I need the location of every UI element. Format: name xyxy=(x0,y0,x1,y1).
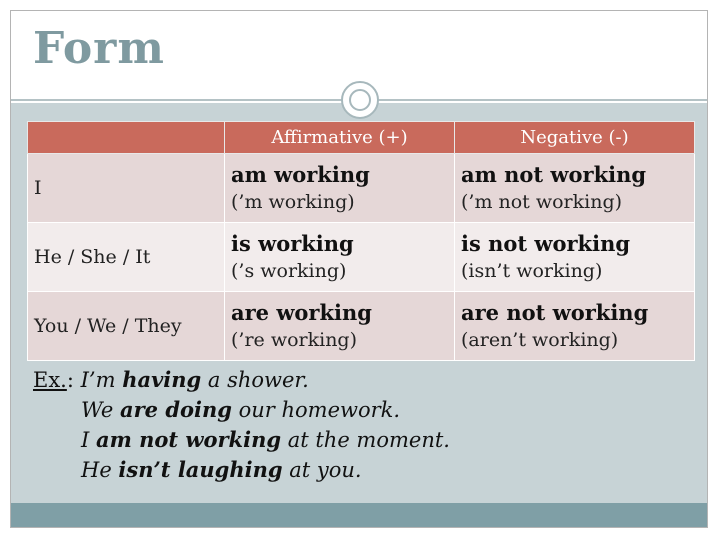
affirmative-cell xyxy=(225,223,455,292)
example-line xyxy=(33,455,450,485)
example-text: He xyxy=(81,458,119,482)
table-row xyxy=(28,223,695,292)
affirmative-contraction: (’re working) xyxy=(231,329,358,351)
affirmative-form: are working xyxy=(231,300,372,325)
example-text: at you. xyxy=(282,458,362,482)
negative-contraction: (isn’t working) xyxy=(461,260,603,282)
circle-ornament-inner xyxy=(349,89,371,111)
example-text: I’m xyxy=(80,368,123,392)
affirmative-cell xyxy=(225,154,455,223)
example-text: I xyxy=(81,428,96,452)
affirmative-form: am working xyxy=(231,162,370,187)
affirmative-contraction: (’s working) xyxy=(231,260,347,282)
negative-contraction: (’m not working) xyxy=(461,191,623,213)
negative-contraction: (aren’t working) xyxy=(461,329,619,351)
header-affirmative: Affirmative (+) xyxy=(225,122,455,154)
affirmative-form: is working xyxy=(231,231,354,256)
example-verb: am not working xyxy=(95,427,282,452)
pronoun-cell: He / She / It xyxy=(28,223,225,292)
negative-form: are not working xyxy=(461,300,649,325)
table-row xyxy=(28,292,695,361)
negative-cell xyxy=(455,292,695,361)
negative-form: am not working xyxy=(461,162,647,187)
example-verb: having xyxy=(122,367,202,392)
header-pronoun xyxy=(28,122,225,154)
example-line xyxy=(33,425,450,455)
example-verb: are doing xyxy=(119,397,232,422)
example-text: a shower. xyxy=(201,368,309,392)
circle-ornament-icon xyxy=(341,81,379,119)
example-verb: isn’t laughing xyxy=(118,457,283,482)
slide-title: Form xyxy=(33,23,165,74)
footer-bar xyxy=(11,503,707,527)
affirmative-contraction: (’m working) xyxy=(231,191,355,213)
negative-cell xyxy=(455,154,695,223)
example-text: at the moment. xyxy=(281,428,450,452)
example-text: our homework. xyxy=(231,398,401,422)
pronoun-cell: You / We / They xyxy=(28,292,225,361)
example-line xyxy=(33,395,450,425)
table-header-row xyxy=(28,122,695,154)
pronoun-cell: I xyxy=(28,154,225,223)
slide xyxy=(10,10,708,528)
table-row xyxy=(28,154,695,223)
header-negative: Negative (-) xyxy=(455,122,695,154)
examples-label: Ex. xyxy=(33,368,67,392)
example-line xyxy=(33,365,450,395)
negative-cell xyxy=(455,223,695,292)
negative-form: is not working xyxy=(461,231,631,256)
examples-label-suffix: : xyxy=(66,368,81,392)
example-text: We xyxy=(81,398,120,422)
affirmative-cell xyxy=(225,292,455,361)
conjugation-table xyxy=(27,121,695,361)
examples-block xyxy=(33,365,450,485)
